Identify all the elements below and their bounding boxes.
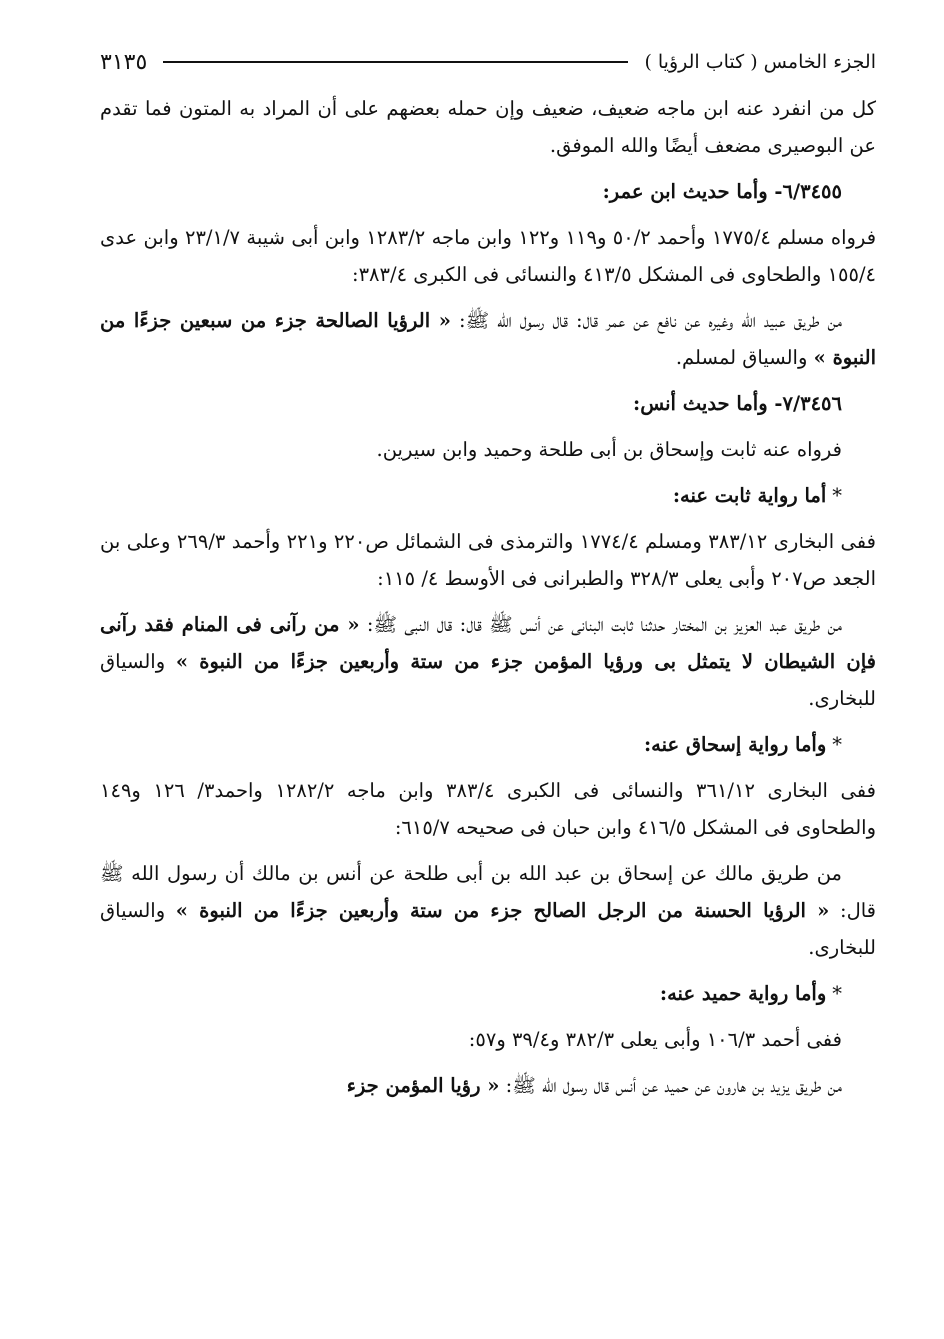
isnad-text: من طريق يزيد بن هارون عن حميد عن أنس قال رسول الله ﷺ: [499,1074,842,1097]
sub-heading-humayd [100,975,876,1012]
context-note: والسياق لمسلم. [675,346,814,369]
citation-paragraph: ففى أحمد ١٠٦/٣ وأبى يعلى ٣٨٢/٣ و٣٩/٤ و٥٧: [468,1028,842,1051]
hadith-quote: « من رآنى فى المنام فقد رآنى فإن الشيطان لا يتمثل بى ورؤيا المؤمن جزء من ستة وأربعين جزءًا من النبوة » [100,613,876,673]
section-heading-ibn-umar: ٦/٣٤٥٥- وأما حديث ابن عمر: [602,180,842,203]
header-title: الجزء الخامس ( كتاب الرؤيا ) [644,51,876,73]
star-marker: * [832,982,842,1005]
star-marker: * [832,733,842,756]
citation-paragraph: ففى البخارى ٣٨٣/١٢ ومسلم ١٧٧٤/٤ والترمذى فى الشمائل ص٢٢٠ و٢٢١ وأحمد ٢٦٩/٣ وعلى بن الجعد ص٢٠٧ وأبى يعلى ٣٢٨/٣ والطبرانى فى الأوسط ٤/ ١١٥: [100,530,876,590]
paragraph-continuation: كل من انفرد عنه ابن ماجه ضعيف، ضعيف وإن حمله بعضهم على أن المراد به المتون فما تقدم عن البوصيرى مضعف أيضًا والله الموفق. [100,97,876,157]
hadith-paragraph [100,855,876,966]
sub-heading-text: وأما رواية حميد عنه: [659,982,827,1005]
sub-heading-text: وأما رواية إسحاق عنه: [643,733,827,756]
running-header [100,40,876,84]
sub-heading-thabit [100,477,876,514]
citation-paragraph: فرواه مسلم ١٧٧٥/٤ وأحمد ٥٠/٢ و١١٩ و١٢٢ وابن ماجه ١٢٨٣/٢ وابن أبى شيبة ٢٣/١/٧ وابن عدى ١٥٥/٤ والطحاوى فى المشكل ٤١٣/٥ والنسائى فى الكبرى ٣٨٣/٤: [100,226,877,286]
header-rule [163,61,628,63]
hadith-quote: « الرؤيا الحسنة من الرجل الصالح جزء من ستة وأربعين جزءًا من النبوة » [175,899,830,922]
hadith-quote: « رؤيا المؤمن جزء [346,1074,500,1097]
context-note: والسياق للبخارى. [100,899,876,959]
section-heading-anas: ٧/٣٤٥٦- وأما حديث أنس: [633,392,842,415]
hadith-quote: « الرؤيا الصالحة جزء من سبعين جزءًا من النبوة » [100,309,876,369]
isnad-text: من طريق عبيد الله وغيره عن نافع عن عمر قال: قال رسول الله ﷺ: [450,309,842,332]
context-note: والسياق للبخارى. [100,650,876,710]
isnad-text: من طريق عبد العزيز بن المختار حدثنا ثابت البنانى عن أنس ﷺ قال: قال النبى ﷺ: [359,613,842,636]
sub-heading-text: أما رواية ثابت عنه: [672,484,827,507]
citation-paragraph: ففى البخارى ٣٦١/١٢ والنسائى فى الكبرى ٣٨٣/٤ وابن ماجه ١٢٨٢/٢ واحمد٣/ ١٢٦ و١٤٩ والطحاوى فى المشكل ٤١٦/٥ وابن حبان فى صحيحه ٦١٥/٧: [100,779,876,839]
star-marker: * [832,484,842,507]
isnad-text: من طريق مالك عن إسحاق بن عبد الله بن أبى طلحة عن أنس بن مالك أن رسول الله ﷺ قال: [100,862,877,922]
page-number: ٣١٣٥ [100,49,148,75]
hadith-paragraph [100,1067,876,1104]
page-body [100,90,876,1104]
sub-heading-ishaq [100,726,876,763]
narrators-paragraph: فرواه عنه ثابت وإسحاق بن أبى طلحة وحميد وابن سيرين. [376,438,842,461]
hadith-paragraph [100,606,876,717]
hadith-paragraph [100,302,876,376]
